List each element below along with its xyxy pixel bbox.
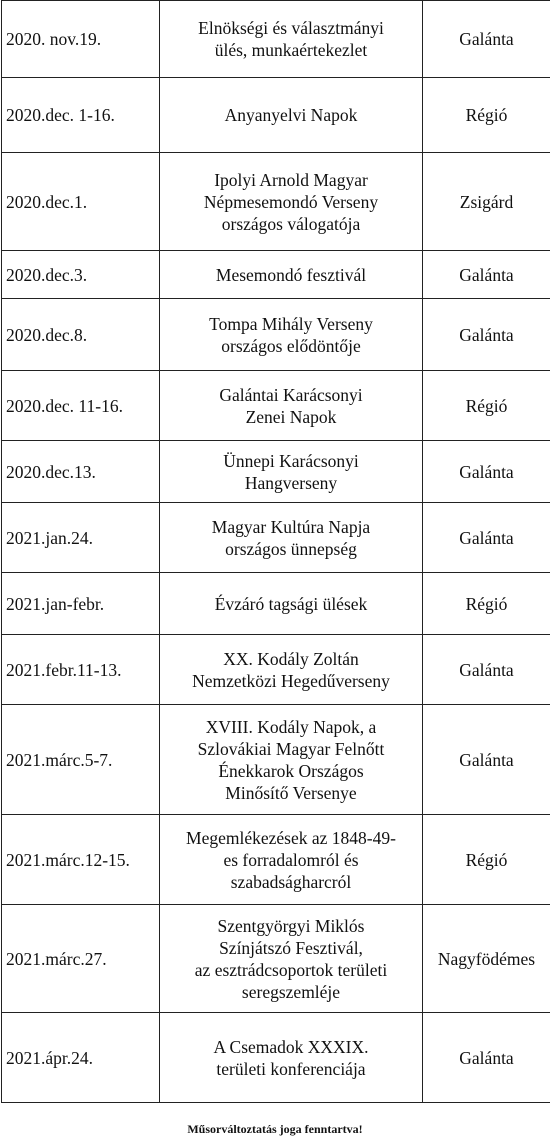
event-name-line: seregszemléje — [241, 981, 341, 1002]
event-location: Galánta — [423, 441, 550, 503]
event-date: 2020. nov.19. — [2, 1, 160, 78]
event-location: Galánta — [423, 1013, 550, 1103]
event-name — [160, 503, 423, 573]
event-name-line: Népmesemondó Verseny — [203, 191, 379, 212]
event-date: 2020.dec.1. — [2, 153, 160, 251]
event-name — [160, 1013, 423, 1103]
event-name-line: Galántai Karácsonyi — [219, 384, 363, 405]
event-date: 2020.dec.3. — [2, 251, 160, 299]
table-row — [2, 905, 550, 1013]
table-row — [2, 1, 550, 78]
event-name — [160, 371, 423, 441]
event-name — [160, 78, 423, 153]
event-name — [160, 705, 423, 815]
event-name-line: az esztrádcsoportok területi — [194, 959, 388, 980]
event-name — [160, 251, 423, 299]
event-name-line: szabadságharcról — [230, 871, 352, 892]
event-date: 2021.márc.5-7. — [2, 705, 160, 815]
event-name-line: ülés, munkaértekezlet — [214, 40, 368, 60]
event-name-line: XVIII. Kodály Napok, a — [205, 716, 377, 737]
event-date: 2020.dec. 1-16. — [2, 78, 160, 153]
footer-note: Műsorváltoztatás joga fenntartva! — [187, 1122, 363, 1136]
event-date: 2020.dec. 11-16. — [2, 371, 160, 441]
event-name — [160, 573, 423, 635]
event-name-line: es forradalomról és — [223, 849, 359, 870]
event-name-line: országos ünnepség — [225, 538, 357, 559]
table-row — [2, 251, 550, 299]
event-name-line: Mesemondó fesztivál — [215, 264, 367, 285]
event-location: Galánta — [423, 1, 550, 78]
event-name-line: Évzáró tagsági ülések — [214, 593, 368, 614]
event-name-line: területi konferenciája — [216, 1058, 366, 1079]
event-name-line: Szlovákiai Magyar Felnőtt — [197, 738, 385, 759]
event-name-line: Nemzetközi Hegedűverseny — [192, 670, 390, 691]
table-row — [2, 153, 550, 251]
event-location: Galánta — [423, 251, 550, 299]
event-date: 2021.márc.12-15. — [2, 815, 160, 905]
event-name-line: országos válogatója — [221, 213, 361, 234]
event-location: Galánta — [423, 705, 550, 815]
event-date: 2020.dec.13. — [2, 441, 160, 503]
event-name-line: Elnökségi és választmányi — [198, 18, 384, 38]
table-row — [2, 1013, 550, 1103]
table-row — [2, 299, 550, 371]
event-name — [160, 1, 423, 78]
event-name-line: Ipolyi Arnold Magyar — [214, 169, 368, 190]
schedule-body — [2, 1, 550, 1103]
event-date: 2021.ápr.24. — [2, 1013, 160, 1103]
table-row — [2, 441, 550, 503]
table-row — [2, 573, 550, 635]
event-location: Régió — [423, 78, 550, 153]
event-name-line: Magyar Kultúra Napja — [211, 516, 371, 537]
event-name-line: Színjátszó Fesztivál, — [219, 937, 363, 958]
event-date: 2020.dec.8. — [2, 299, 160, 371]
event-name-line: Szentgyörgyi Miklós — [217, 915, 365, 936]
event-name-line: Zenei Napok — [245, 406, 337, 427]
table-row — [2, 815, 550, 905]
table-row — [2, 371, 550, 441]
table-row — [2, 705, 550, 815]
event-name — [160, 441, 423, 503]
event-name-line: Hangverseny — [244, 472, 338, 493]
event-name — [160, 815, 423, 905]
event-location: Nagyfödémes — [423, 905, 550, 1013]
event-name-line: XX. Kodály Zoltán — [223, 648, 359, 669]
table-row — [2, 635, 550, 705]
event-location: Galánta — [423, 503, 550, 573]
event-location: Galánta — [423, 299, 550, 371]
event-name-line: Énekkarok Országos — [218, 760, 364, 781]
event-name-line: országos elődöntője — [221, 335, 361, 356]
event-name-line: A Csemadok XXXIX. — [213, 1036, 369, 1057]
event-date: 2021.márc.27. — [2, 905, 160, 1013]
event-name-line: Tompa Mihály Verseny — [209, 313, 373, 334]
event-location: Régió — [423, 371, 550, 441]
event-name-line: Minősítő Versenye — [225, 782, 357, 803]
table-row — [2, 78, 550, 153]
event-name — [160, 153, 423, 251]
event-date: 2021.febr.11-13. — [2, 635, 160, 705]
event-name — [160, 635, 423, 705]
event-date: 2021.jan.24. — [2, 503, 160, 573]
table-row — [2, 503, 550, 573]
event-date: 2021.jan-febr. — [2, 573, 160, 635]
event-location: Régió — [423, 573, 550, 635]
event-name-line: Anyanyelvi Napok — [224, 105, 358, 125]
event-location: Régió — [423, 815, 550, 905]
event-location: Galánta — [423, 635, 550, 705]
event-name — [160, 299, 423, 371]
event-name-line: Megemlékezések az 1848-49- — [186, 827, 396, 848]
event-location: Zsigárd — [423, 153, 550, 251]
event-name-line: Ünnepi Karácsonyi — [223, 450, 359, 471]
schedule-table — [1, 0, 550, 1103]
event-name — [160, 905, 423, 1013]
